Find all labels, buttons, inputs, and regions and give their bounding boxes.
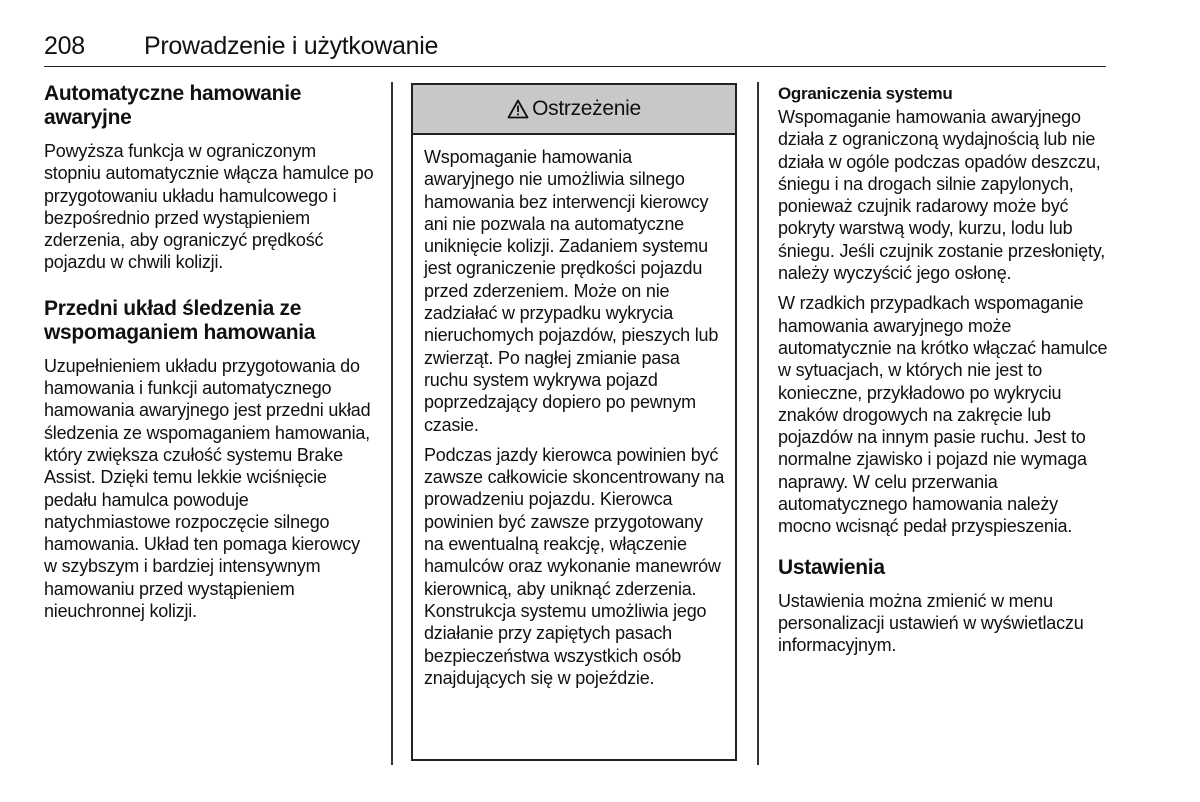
- column-left: [44, 82, 374, 622]
- warning-title: Ostrzeżenie: [532, 97, 641, 120]
- column-divider: [391, 82, 393, 765]
- paragraph-limitations-2: W rzadkich przypadkach wspomaganie hamowania awaryjnego może automatycznie na krótko włączać hamulce w sytuacjach, w których nie jest to konieczne, przykładowo po wykryciu znaków drogowych na zakręcie lub pojazdów na innym pasie ruchu. Jest to normalne zjawisko i pojazd nie wymaga naprawy. W celu przerwania automatycznego hamowania należy mocno wcisnąć pedał przyspieszenia.: [778, 293, 1108, 537]
- warning-paragraph-1: Wspomaganie hamowania awaryjnego nie umożliwia silnego hamowania bez interwencji kierowcy ani nie pozwala na automatyczne uniknięcie kolizji. Zadaniem systemu jest ograniczenie prędkości pojazdu przed zderzeniem. Może on nie zadziałać w przypadku wykrycia nieruchomych pojazdów, pieszych lub zwierząt. Po nagłej zmianie pasa ruchu system wykrywa pojazd poprzedzający dopiero po pewnym czasie.: [424, 147, 719, 435]
- warning-paragraph-2: Podczas jazdy kierowca powinien być zawsze całkowicie skoncentrowany na prowadzeniu pojazdu. Kierowca powinien być zawsze przygotowany na ewentualną reakcję, włączenie hamulców oraz wykonanie manewrów kierownicą, aby uniknąć zderzenia. Konstrukcja systemu umożliwia jego działanie przy zapiętych pasach bezpieczeństwa wszystkich osób znajdujących się w pojeździe.: [424, 444, 725, 688]
- paragraph-limitations-1: Wspomaganie hamowania awaryjnego działa z ograniczoną wydajnością lub nie działa w ogóle podczas opadów deszczu, śniegu i na drogach silnie zapylonych, ponieważ czujnik radarowy może być pokryty warstwą wody, kurzu, lodu lub śniegu. Jeśli czujnik zostanie przesłonięty, należy wyczyścić jego osłonę.: [778, 107, 1106, 284]
- warning-box: [411, 83, 737, 761]
- section-heading-system-limitations: Ograniczenia systemu: [778, 84, 953, 103]
- page-header: [44, 30, 1106, 67]
- chapter-title: Prowadzenie i użytkowanie: [144, 32, 439, 60]
- page-number: 208: [44, 32, 85, 60]
- paragraph-front-tracking: Uzupełnieniem układu przygotowania do hamowania i funkcji automatycznego hamowania awaryjnego jest przedni układ śledzenia ze wspomaganiem hamowania, który zwiększa czułość systemu Brake Assist. Dzięki temu lekkie wciśnięcie pedału hamulca powoduje natychmiastowe rozpoczęcie silnego hamowania. Układ ten pomaga kierowcy w szybszym i bardziej intensywnym hamowaniu przed wystąpieniem nieuchronnej kolizji.: [44, 355, 371, 622]
- column-divider: [757, 82, 759, 765]
- warning-header: [413, 85, 735, 135]
- section-heading-emergency-braking: Automatyczne hamowanie awaryjne: [44, 82, 302, 129]
- section-heading-settings: Ustawienia: [778, 555, 885, 579]
- paragraph-settings: Ustawienia można zmienić w menu personalizacji ustawień w wyświetlaczu informacyjnym.: [778, 590, 1084, 656]
- warning-triangle-icon: [507, 99, 529, 119]
- paragraph-emergency-braking: Powyższa funkcja w ograniczonym stopniu automatycznie włącza hamulce po przygotowaniu układu hamulcowego i bezpośrednio przed wystąpieniem zderzenia, aby ograniczyć prędkość pojazdu w chwili kolizji.: [44, 141, 374, 273]
- column-right: [778, 84, 1108, 657]
- warning-body: [413, 135, 735, 689]
- section-heading-front-tracking: Przedni układ śledzenia ze wspomaganiem hamowania: [44, 296, 316, 344]
